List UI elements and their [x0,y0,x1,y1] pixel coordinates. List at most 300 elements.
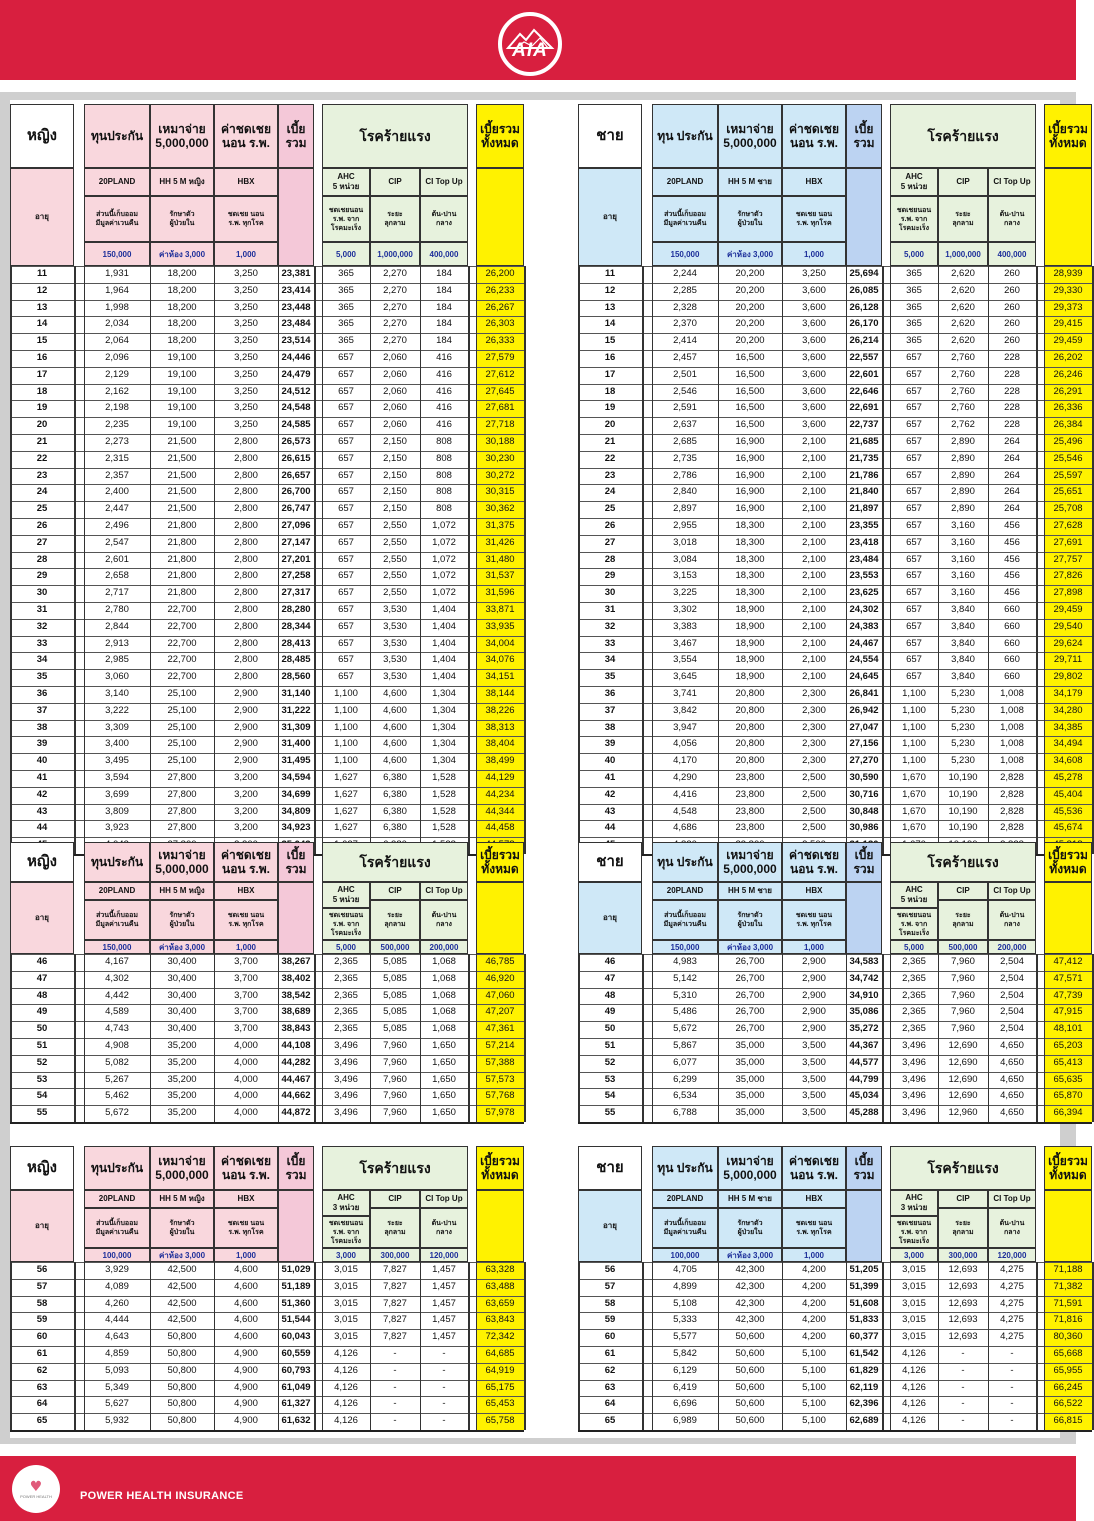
premium-cell: 2,828 [1000,805,1024,817]
premium-cell: 1,068 [432,1006,456,1018]
premium-cell: 7,960 [383,1056,407,1068]
total-cell: 31,480 [485,553,515,565]
premium-cell: 2,150 [383,452,407,464]
premium-cell: 657 [338,368,354,380]
premium-cell: 51,608 [849,1297,879,1309]
column-divider [420,954,421,1122]
age-cell: 53 [36,1073,48,1085]
premium-cell: 2,060 [383,402,407,414]
premium-cell: 7,827 [383,1264,407,1275]
premium-cell: 5,577 [673,1331,697,1343]
premium-cell: 3,500 [802,1107,826,1119]
premium-cell: 27,201 [281,553,311,565]
premium-cell: 5,267 [105,1073,129,1085]
premium-cell: 3,500 [802,1090,826,1102]
premium-cell: 3,496 [334,1073,358,1085]
premium-cell: 3,840 [951,620,975,632]
premium-cell: 2,100 [802,486,826,498]
row-divider [578,954,1092,955]
column-divider [468,266,470,854]
power-health-badge [12,1465,60,1513]
age-cell: 30 [604,587,616,599]
premium-cell: 3,929 [105,1264,129,1275]
premium-cell: 44,282 [281,1056,311,1068]
total-cell: 63,488 [485,1280,515,1292]
premium-cell: 2,400 [105,486,129,498]
premium-cell: 1,931 [105,268,129,279]
premium-cell: 2,760 [951,385,975,397]
premium-cell: 4,126 [902,1398,926,1410]
premium-cell: 1,457 [432,1331,456,1343]
premium-cell: 35,000 [735,1107,765,1119]
total-cell: 27,681 [485,402,515,414]
total-cell: 26,303 [485,318,515,330]
premium-cell: 42,500 [167,1280,197,1292]
total-cell: 30,230 [485,452,515,464]
premium-cell: 2,897 [673,503,697,515]
premium-cell: 365 [338,335,354,347]
premium-cell: 2,800 [234,637,258,649]
plan-20pland: 20PLAND [84,168,150,196]
row-divider [578,283,1092,284]
premium-cell: 2,800 [234,654,258,666]
row-divider [578,652,1092,653]
age-cell: 44 [36,822,48,834]
total-cell: 26,333 [485,335,515,347]
column-divider [652,954,653,1122]
premium-cell: 2,129 [105,368,129,380]
premium-cell: 2,235 [105,419,129,431]
premium-cell: 30,848 [849,805,879,817]
premium-cell: 2,365 [902,956,926,967]
premium-cell: 456 [1004,570,1020,582]
age-cell: 61 [36,1348,48,1359]
row-divider [578,703,1092,704]
row-divider [578,1312,1092,1313]
total-cell: 71,188 [1053,1264,1083,1275]
age-header: อายุ [10,168,74,266]
row-divider [10,837,524,838]
premium-cell: 22,700 [167,637,197,649]
row-divider [578,518,1092,519]
premium-cell: 16,900 [735,436,765,447]
age-cell: 15 [36,335,48,347]
premium-cell: 22,691 [849,402,879,414]
premium-cell: 1,008 [1000,738,1024,750]
premium-cell: 2,840 [673,486,697,498]
row-divider [578,484,1092,485]
premium-cell: 4,089 [105,1280,129,1292]
premium-cell: 2,365 [334,956,358,967]
premium-cell: 23,418 [849,536,879,548]
male-table [578,1146,1092,1430]
row-divider [578,501,1092,502]
column-divider [1044,266,1045,854]
premium-cell: 31,400 [281,738,311,750]
total-cell: 34,151 [485,671,515,683]
female-table [10,104,524,854]
premium-cell: 2,620 [951,301,975,313]
column-divider [468,1262,470,1430]
total-cell: 26,336 [1053,402,1083,414]
premium-cell: 416 [436,385,452,397]
premium-cell: 4,900 [234,1381,258,1393]
plan-20pland: 20PLAND [652,1190,718,1208]
row-divider [10,787,524,788]
row-divider [578,1105,1092,1106]
premium-cell: 1,100 [334,738,358,750]
premium-cell: 4,643 [105,1331,129,1343]
age-cell: 41 [36,772,48,783]
premium-cell: 44,662 [281,1090,311,1102]
age-cell: 38 [604,721,616,733]
plan-hh: HH 5 M ชาย [718,1190,782,1208]
row-divider [10,1072,524,1073]
plan-sum-blank [846,168,882,266]
premium-cell: 30,400 [167,956,197,967]
premium-cell: 2,100 [802,536,826,548]
premium-cell: 61,829 [849,1364,879,1376]
premium-cell: 3,530 [383,671,407,683]
premium-cell: 34,910 [849,989,879,1001]
premium-cell: 4,600 [234,1331,258,1343]
premium-cell: 2,550 [383,536,407,548]
row-divider [10,770,524,771]
premium-cell: 35,272 [849,1023,879,1035]
total-cell: 31,426 [485,536,515,548]
footer-title: POWER HEALTH INSURANCE [80,1490,244,1502]
premium-cell: 21,800 [167,587,197,599]
premium-cell: 184 [436,301,452,313]
premium-cell: 1,304 [432,688,456,699]
premium-cell: 5,100 [802,1348,826,1359]
premium-cell: 264 [1004,452,1020,464]
premium-cell: 18,300 [735,520,765,531]
total-cell: 28,939 [1053,268,1083,279]
row-divider [578,417,1092,418]
premium-cell: 2,800 [234,520,258,531]
premium-cell: - [393,1415,397,1427]
premium-cell: 2,328 [673,301,697,313]
desc-hh: รักษาตัว ผู้ป่วยใน [150,900,214,940]
premium-cell: 18,200 [167,318,197,330]
premium-cell: 26,128 [849,301,879,313]
premium-cell: 3,530 [383,637,407,649]
age-cell: 13 [604,301,616,313]
row-divider [10,1105,524,1106]
plan-hbx: HBX [214,1190,278,1208]
premium-cell: 50,600 [735,1364,765,1376]
column-divider [882,266,884,854]
total-blank [1044,1190,1092,1262]
column-divider [1036,1262,1038,1430]
premium-cell: 660 [1004,604,1020,615]
premium-cell: 2,685 [673,436,697,447]
row-divider [578,333,1092,334]
age-cell: 25 [36,503,48,515]
premium-cell: 35,200 [167,1040,197,1051]
premium-cell: 1,100 [334,704,358,716]
premium-cell: 365 [338,318,354,330]
total-cell: 44,344 [485,805,515,817]
premium-cell: 264 [1004,436,1020,447]
logo-text: AIA [512,40,548,61]
desc-ci: ต้น-ปาน กลาง [988,900,1036,940]
column-divider [314,1262,316,1430]
column-divider [1044,1262,1045,1430]
premium-cell: 657 [338,570,354,582]
age-header: อายุ [578,1190,642,1262]
row-divider [10,1279,524,1280]
premium-cell: 184 [436,335,452,347]
total-cell: 72,342 [485,1331,515,1343]
premium-cell: - [1010,1415,1014,1427]
premium-cell: 21,800 [167,536,197,548]
premium-cell: 2,900 [234,755,258,767]
total-blank [476,882,524,954]
total-cell: 80,360 [1053,1331,1083,1343]
plan-hbx: HBX [782,882,846,900]
premium-cell: 1,998 [105,301,129,313]
column-divider [890,1262,891,1430]
sum-header: เบี้ย รวม [278,104,314,168]
column-divider [652,266,653,854]
sum-header: เบี้ย รวม [846,842,882,882]
premium-cell: 22,700 [167,604,197,615]
premium-cell: 1,008 [1000,704,1024,716]
premium-cell: 3,467 [673,637,697,649]
premium-cell: 3,250 [234,368,258,380]
premium-cell: 5,230 [951,721,975,733]
premium-cell: 23,484 [281,318,311,330]
premium-cell: 5,142 [673,972,697,984]
premium-cell: 365 [906,268,922,279]
total-cell: 29,459 [1053,335,1083,347]
premium-cell: 18,900 [735,671,765,683]
premium-cell: 657 [906,419,922,431]
premium-cell: 21,500 [167,503,197,515]
row-divider [578,636,1092,637]
premium-cell: 50,800 [167,1364,197,1376]
premium-cell: 4,126 [902,1381,926,1393]
premium-cell: 2,601 [105,553,129,565]
premium-cell: 5,085 [383,989,407,1001]
premium-cell: 1,627 [334,772,358,783]
row-divider [578,1396,1092,1397]
premium-cell: 12,690 [948,1040,978,1051]
premium-cell: 1,404 [432,654,456,666]
premium-cell: 12,690 [948,1056,978,1068]
capital-header: ทุนประกัน [84,842,150,882]
premium-cell: 35,000 [735,1073,765,1085]
premium-cell: 2,828 [1000,772,1024,783]
premium-cell: 3,015 [902,1280,926,1292]
premium-cell: 2,780 [105,604,129,615]
column-divider [214,954,215,1122]
total-cell: 64,919 [485,1364,515,1376]
age-cell: 49 [604,1006,616,1018]
premium-cell: 18,300 [735,570,765,582]
premium-cell: 23,625 [849,587,879,599]
premium-cell: 2,270 [383,301,407,313]
premium-cell: 62,119 [849,1381,879,1393]
premium-cell: 31,309 [281,721,311,733]
premium-cell: 35,000 [735,1056,765,1068]
row-divider [10,1296,524,1297]
age-cell: 48 [36,989,48,1001]
premium-cell: 4,600 [383,738,407,750]
critical-illness-header: โรคร้ายแรง [322,1146,468,1190]
age-cell: 43 [36,805,48,817]
age-cell: 59 [604,1314,616,1326]
premium-cell: 4,275 [1000,1264,1024,1275]
column-divider [578,266,580,854]
total-cell: 26,200 [485,268,515,279]
total-cell: 26,246 [1053,368,1083,380]
premium-cell: 264 [1004,486,1020,498]
age-cell: 17 [604,368,616,380]
row-divider [578,535,1092,536]
value-hh: ค่าห้อง 3,000 [718,242,782,266]
plan-hh: HH 5 M หญิง [150,1190,214,1208]
row-divider [10,1363,524,1364]
premium-cell: - [961,1364,965,1376]
premium-cell: 21,685 [849,436,879,447]
age-cell: 54 [604,1090,616,1102]
premium-cell: 28,485 [281,654,311,666]
premium-cell: 1,528 [432,822,456,834]
premium-cell: 4,200 [802,1264,826,1275]
total-cell: 65,203 [1053,1040,1083,1051]
age-cell: 58 [36,1297,48,1309]
age-cell: 24 [604,486,616,498]
total-cell: 33,871 [485,604,515,615]
column-divider [314,266,316,854]
male-table [578,842,1092,1122]
premium-cell: 4,650 [1000,1107,1024,1119]
row-divider [578,468,1092,469]
row-divider [578,686,1092,687]
premium-cell: 5,082 [105,1056,129,1068]
row-divider [578,1055,1092,1056]
premium-cell: 5,349 [105,1381,129,1393]
premium-cell: 1,072 [432,520,456,531]
premium-cell: 2,060 [383,352,407,363]
desc-20pland: ส่วนนี้เก็บออม มีมูลค่าเวนคืน [652,900,718,940]
premium-cell: 3,600 [802,301,826,313]
premium-cell: 12,693 [948,1264,978,1275]
premium-cell: 4,600 [234,1297,258,1309]
premium-cell: 3,496 [334,1056,358,1068]
desc-hbx: ชดเชย นอน ร.พ. ทุกโรค [214,196,278,242]
premium-cell: 4,000 [234,1056,258,1068]
row-divider [578,1038,1092,1039]
premium-cell: 5,932 [105,1415,129,1427]
premium-cell: 3,496 [334,1090,358,1102]
premium-cell: 260 [1004,301,1020,313]
value-ahc: 5,000 [890,940,938,954]
premium-cell: 2,300 [802,721,826,733]
total-cell: 46,785 [485,956,515,967]
premium-cell: 2,800 [234,587,258,599]
premium-cell: 16,900 [735,503,765,515]
premium-cell: 7,827 [383,1331,407,1343]
column-divider [890,954,891,1122]
row-divider [578,434,1092,435]
premium-cell: 2,365 [334,972,358,984]
premium-cell: - [1010,1348,1014,1359]
total-cell: 64,685 [485,1348,515,1359]
premium-cell: 31,140 [281,688,311,699]
hh-header: เหมาจ่าย 5,000,000 [718,842,782,882]
total-cell: 25,496 [1053,436,1083,447]
premium-cell: 27,800 [167,822,197,834]
row-divider [578,837,1092,838]
premium-cell: 5,462 [105,1090,129,1102]
desc-ci: ต้น-ปาน กลาง [988,196,1036,242]
premium-cell: 27,800 [167,772,197,783]
age-cell: 28 [36,553,48,565]
total-cell: 38,226 [485,704,515,716]
premium-cell: 1,008 [1000,721,1024,733]
row-divider [578,988,1092,989]
premium-cell: 22,700 [167,620,197,632]
premium-cell: 7,960 [951,956,975,967]
premium-cell: 657 [906,368,922,380]
premium-cell: 26,615 [281,452,311,464]
plan-sum-blank [846,882,882,954]
row-divider [10,954,524,955]
row-divider [578,1296,1092,1297]
row-divider [578,350,1092,351]
age-cell: 31 [36,604,48,615]
premium-cell: 657 [906,436,922,447]
premium-cell: 2,800 [234,486,258,498]
total-cell: 63,328 [485,1264,515,1275]
desc-hh: รักษาตัว ผู้ป่วยใน [150,196,214,242]
premium-cell: 3,015 [902,1297,926,1309]
premium-cell: 2,060 [383,368,407,380]
premium-cell: 2,501 [673,368,697,380]
desc-ci: ต้น-ปาน กลาง [420,1208,468,1248]
premium-cell: 6,077 [673,1056,697,1068]
plan-ci: CI Top Up [420,168,468,196]
total-cell: 29,624 [1053,637,1083,649]
row-divider [578,669,1092,670]
row-divider [10,1088,524,1089]
footer-bar [0,1456,1076,1521]
premium-cell: 2,365 [334,1023,358,1035]
age-cell: 40 [36,755,48,767]
age-cell: 57 [36,1280,48,1292]
premium-cell: 3,496 [902,1073,926,1085]
premium-cell: 657 [906,385,922,397]
total-cell: 47,207 [485,1006,515,1018]
total-cell: 47,571 [1053,972,1083,984]
premium-cell: 2,800 [234,553,258,565]
column-divider [468,954,470,1122]
premium-cell: 7,960 [383,1090,407,1102]
desc-20pland: ส่วนนี้เก็บออม มีมูลค่าเวนคืน [652,196,718,242]
total-cell: 65,668 [1053,1348,1083,1359]
premium-cell: - [393,1398,397,1410]
premium-cell: 4,200 [802,1314,826,1326]
premium-cell: 16,500 [735,385,765,397]
premium-cell: 23,800 [735,788,765,800]
plan-cip: CIP [370,882,420,900]
premium-cell: 808 [436,503,452,515]
premium-cell: 61,542 [849,1348,879,1359]
